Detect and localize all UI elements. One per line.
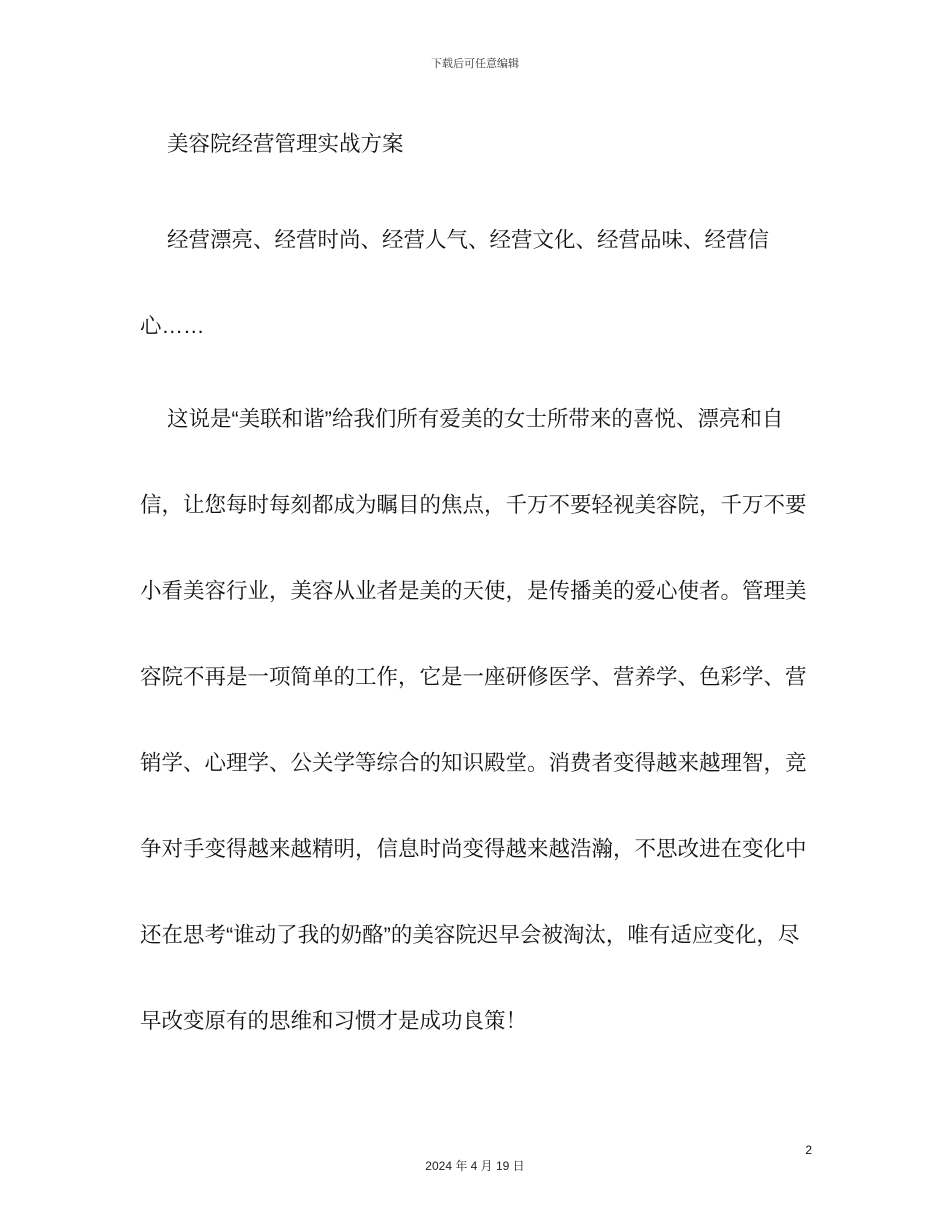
document-title	[140, 101, 812, 187]
page-footer-date: 2024 年 4 月 19 日	[425, 1159, 525, 1173]
paragraph-text: 经营漂亮、经营时尚、经营人气、经营文化、经营品味、经营信心……	[140, 228, 770, 338]
page-header: 下载后可任意编辑	[431, 58, 519, 70]
page-number: 2	[805, 1143, 812, 1157]
title-text: 美容院经营管理实战方案	[167, 132, 404, 156]
paragraph-text: 这说是“美联和谐”给我们所有爱美的女士所带来的喜悦、漂亮和自信，让您每时每刻都成为瞩目的焦点，千万不要轻视美容院，千万不要小看美容行业，美容从业者是美的天使，是传播美的爱心使者。管理美容院不再是一项简单的工作，它是一座研修医学、营养学、色彩学、营销学、心理学、公关学等综合的知识殿堂。消费者变得越来越理智，竞争对手变得越来越精明，信息时尚变得越来越浩瀚，不思改进在变化中还在思考“谁动了我的奶酪”的美容院迟早会被淘汰，唯有适应变化，尽早改变原有的思维和习惯才是成功良策！	[140, 407, 807, 1033]
paragraph-1	[140, 197, 812, 369]
paragraph-2	[140, 376, 812, 1064]
